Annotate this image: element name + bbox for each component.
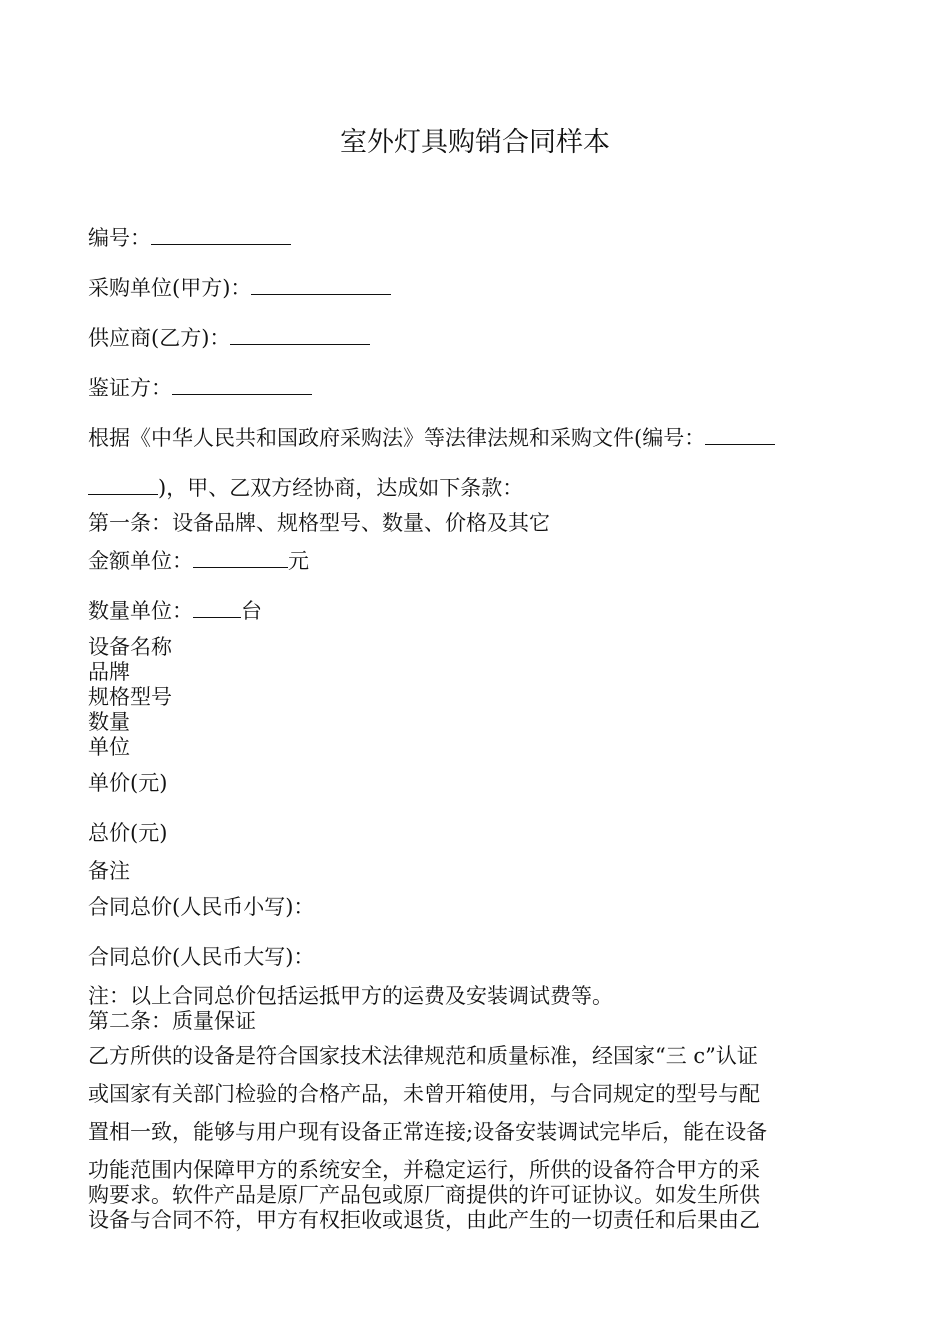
intro-line-1: [88, 426, 775, 449]
quality-line: 功能范围内保障甲方的系统安全，并稳定运行，所供的设备符合甲方的采: [88, 1158, 760, 1182]
remark-label: 备注: [88, 859, 130, 883]
quality-line: 乙方所供的设备是符合国家技术法律规范和质量标准，经国家“三 c”认证: [88, 1044, 758, 1068]
unit-price-label: 单价(元): [88, 771, 168, 795]
qty-unit-suffix: 台: [241, 599, 262, 623]
total-upper-label: 合同总价(人民币大写)：: [88, 945, 315, 969]
table-header-quantity: 数量: [88, 710, 130, 734]
intro-line-2: [88, 476, 523, 499]
blank-line: [705, 426, 775, 445]
field-label: 供应商(乙方)：: [88, 326, 231, 350]
note-text: 注：以上合同总价包括运抵甲方的运费及安装调试费等。: [88, 984, 613, 1008]
field-buyer: [88, 276, 391, 299]
amount-unit-suffix: 元: [288, 549, 309, 573]
intro-text: )，甲、乙双方经协商，达成如下条款：: [158, 476, 524, 500]
field-number: [88, 226, 291, 249]
intro-text: 根据《中华人民共和国政府采购法》等法律法规和采购文件(编号：: [88, 426, 706, 450]
blank-line: [251, 276, 391, 295]
blank-line: [151, 226, 291, 245]
amount-unit: [88, 549, 309, 572]
field-label: 采购单位(甲方)：: [88, 276, 252, 300]
qty-unit-label: 数量单位：: [88, 599, 193, 623]
field-witness: [88, 376, 312, 399]
table-header-name: 设备名称: [88, 635, 172, 659]
blank-line: [230, 326, 370, 345]
field-label: 编号：: [88, 226, 151, 250]
table-header-model: 规格型号: [88, 685, 172, 709]
total-lower-label: 合同总价(人民币小写)：: [88, 895, 315, 919]
field-label: 鉴证方：: [88, 376, 172, 400]
table-header-unit: 单位: [88, 735, 130, 759]
qty-unit: [88, 599, 262, 622]
article2-title: 第二条：质量保证: [88, 1009, 256, 1033]
quality-line: 或国家有关部门检验的合格产品，未曾开箱使用，与合同规定的型号与配: [88, 1082, 760, 1106]
quality-line: 置相一致，能够与用户现有设备正常连接;设备安装调试完毕后，能在设备: [88, 1120, 768, 1144]
blank-line: [193, 549, 288, 568]
table-header-brand: 品牌: [88, 660, 130, 684]
blank-line: [172, 376, 312, 395]
quality-line: 购要求。软件产品是原厂产品包或原厂商提供的许可证协议。如发生所供: [88, 1183, 760, 1207]
field-supplier: [88, 326, 370, 349]
document-title: 室外灯具购销合同样本: [340, 127, 610, 158]
article1-title: 第一条：设备品牌、规格型号、数量、价格及其它: [88, 511, 550, 535]
total-price-label: 总价(元): [88, 821, 168, 845]
amount-unit-label: 金额单位：: [88, 549, 193, 573]
blank-line: [88, 476, 158, 495]
blank-line: [193, 599, 241, 618]
quality-line: 设备与合同不符，甲方有权拒收或退货，由此产生的一切责任和后果由乙: [88, 1208, 760, 1232]
